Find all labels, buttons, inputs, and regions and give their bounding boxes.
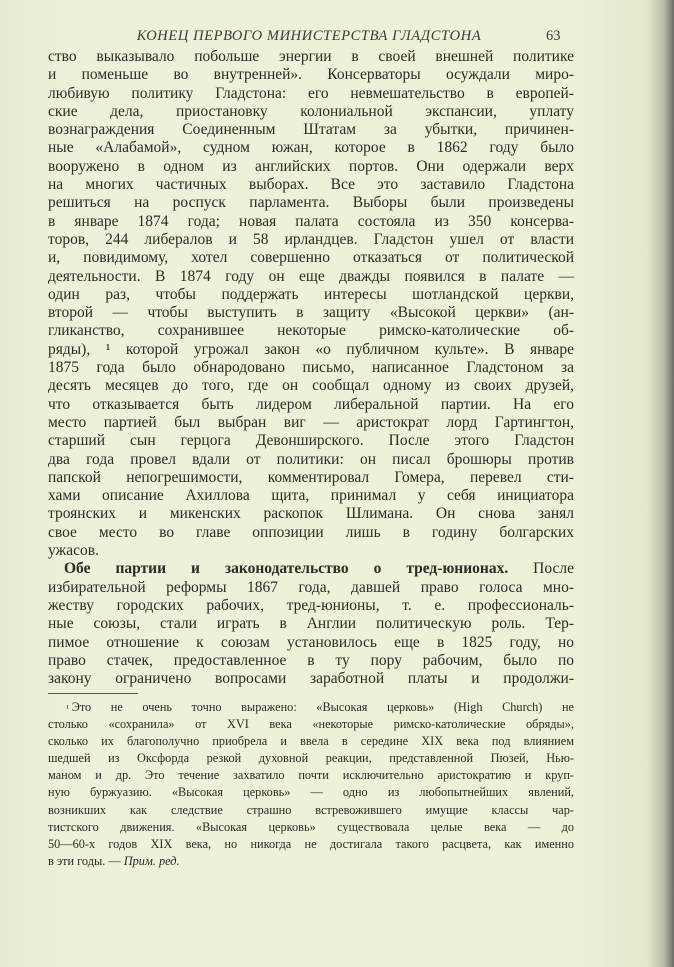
section-heading: Обе партии и законодательство о тред-юнионах. <box>64 560 509 578</box>
text-line: избирательной реформы 1867 года, давшей право голоса мно- <box>48 578 574 596</box>
footnote-text: Это не очень точно выражено: «Высокая церковь» (High Church) не <box>71 700 574 714</box>
text-line: и поменьше во внутренней». Консерваторы осуждали миро- <box>48 66 574 84</box>
page-number: 63 <box>546 28 561 44</box>
text-line: решиться на роспуск парламента. Выборы были произведены <box>48 194 574 212</box>
text-line: пимое отношение к союзам установилось еще в 1825 году, но <box>48 633 574 651</box>
text-line: в январе 1874 года; новая палата состояла из 350 консерва- <box>48 212 574 230</box>
text-line: ряды), ¹ которой угрожал закон «о публичном культе». В январе <box>48 340 574 358</box>
text-line: троянских и микенских раскопок Шлимана. Он снова занял <box>48 505 574 523</box>
footnote-text: возникших как следствие страшно встревожившего имущие классы чар- <box>48 802 574 817</box>
running-title: КОНЕЦ ПЕРВОГО МИНИСТЕРСТВА ГЛАДСТОНА <box>136 28 482 44</box>
text-line: любивую политику Гладстона: его невмешательство в европей- <box>48 84 574 102</box>
text-line: хами описание Ахиллова щита, принимал у себя инициатора <box>48 487 574 505</box>
text-line: второй — чтобы выступить в защиту «Высокой церкви» (ан- <box>48 304 574 322</box>
text-line: жеству городских рабочих, тред-юнионы, т. е. профессиональ- <box>48 596 574 614</box>
text-line: место партией был выбран виг — аристократ лорд Гартингтон, <box>48 413 574 431</box>
footnote-line <box>48 802 574 819</box>
text-line: гликанство, сохранившее некоторые римско-католические об- <box>48 322 574 340</box>
footnote-line: ¹ Это не очень точно выражено: «Высокая церковь» (High Church) не <box>48 699 574 716</box>
text-line: ские дела, приостановку колониальной экспансии, уплату <box>48 102 574 120</box>
footnote-text: маном и др. Это течение захватило почти исключительно аристократию и круп- <box>48 768 574 783</box>
text-line: папской непогрешимости, комментировал Гомера, перевел сти- <box>48 468 574 486</box>
footnote-line <box>48 733 574 750</box>
text-line: вооружено в одном из английских портов. Они одержали верх <box>48 157 574 175</box>
footnote-text: тистского движения. «Высокая церковь» существовала целые века — до <box>48 819 574 834</box>
footnote <box>48 699 574 870</box>
text-line: ство выказывало побольше энергии в своей внешней политике <box>48 48 574 65</box>
footnote-line <box>48 836 574 853</box>
text-line: 1875 года было обнародовано письмо, написанное Гладстоном за <box>48 359 574 377</box>
text-line: ужасов. <box>48 542 99 560</box>
footnote-line <box>48 750 574 767</box>
text-line: на многих частичных выборах. Все это заставило Гладстона <box>48 176 574 194</box>
text-line: старший сын герцога Девонширского. После этого Гладстон <box>48 432 574 450</box>
section-heading-line <box>48 560 574 578</box>
footnote-attribution: Прим. ред. <box>123 853 180 868</box>
text-line: ные союзы, стали играть в Англии политическую роль. Тер- <box>48 615 574 633</box>
footnote-divider <box>48 693 138 694</box>
footnote-text: 50—60-х годов XIX века, но никогда не достигала такого расцвета, как именно <box>48 836 574 851</box>
text-line: право стачек, предоставленное в ту пору рабочим, было по <box>48 651 574 669</box>
text-line: что отказывается быть лидером либеральной партии. На его <box>48 395 574 413</box>
footnote-text: ную буржуазию. «Высокая церковь» — одно из любопытнейших явлений, <box>48 785 574 800</box>
footnote-line <box>48 784 574 801</box>
footnote-line <box>48 819 574 836</box>
main-text <box>48 48 574 688</box>
text-line: вознаграждения Соединенным Штатам за убытки, причинен- <box>48 121 574 139</box>
text-line: закону ограничено вопросами заработной платы и продолжи- <box>48 670 574 688</box>
footnote-line <box>48 767 574 784</box>
text-line: торов, 244 либералов и 58 ирландцев. Гладстон ушел от власти <box>48 230 574 248</box>
text-line: и, повидимому, хотел совершенно отказаться от политической <box>48 249 574 267</box>
footnote-line <box>48 716 574 733</box>
text-line: деятельности. В 1874 году он еще дважды появился в палате — <box>48 267 574 285</box>
footnote-text: шедшей из Оксфорда резкой духовной реакции, представленной Пюзей, Нью- <box>48 751 574 766</box>
footnote-text: столько «сохранила» от XVI века «некоторые римско-католические обряды», <box>48 717 574 732</box>
text-line: свое место во главе оппозиции лишь в годину болгарских <box>48 523 574 541</box>
text-line: десять месяцев до того, где он сообщал одному из своих друзей, <box>48 377 574 395</box>
text-line: два года провел вдали от политики: он писал брошюры против <box>48 450 574 468</box>
text-line: один раз, чтобы поддержать интересы шотландской церкви, <box>48 285 574 303</box>
footnote-line <box>48 853 574 870</box>
text-fragment: После <box>508 560 574 578</box>
footnote-text: в эти годы. — <box>48 853 124 868</box>
text-line: ные «Алабамой», судном южан, которое в 1862 году было <box>48 139 574 157</box>
footnote-text: сколько их благополучно приобрела и ввела в середине XIX века под влиянием <box>48 734 574 749</box>
